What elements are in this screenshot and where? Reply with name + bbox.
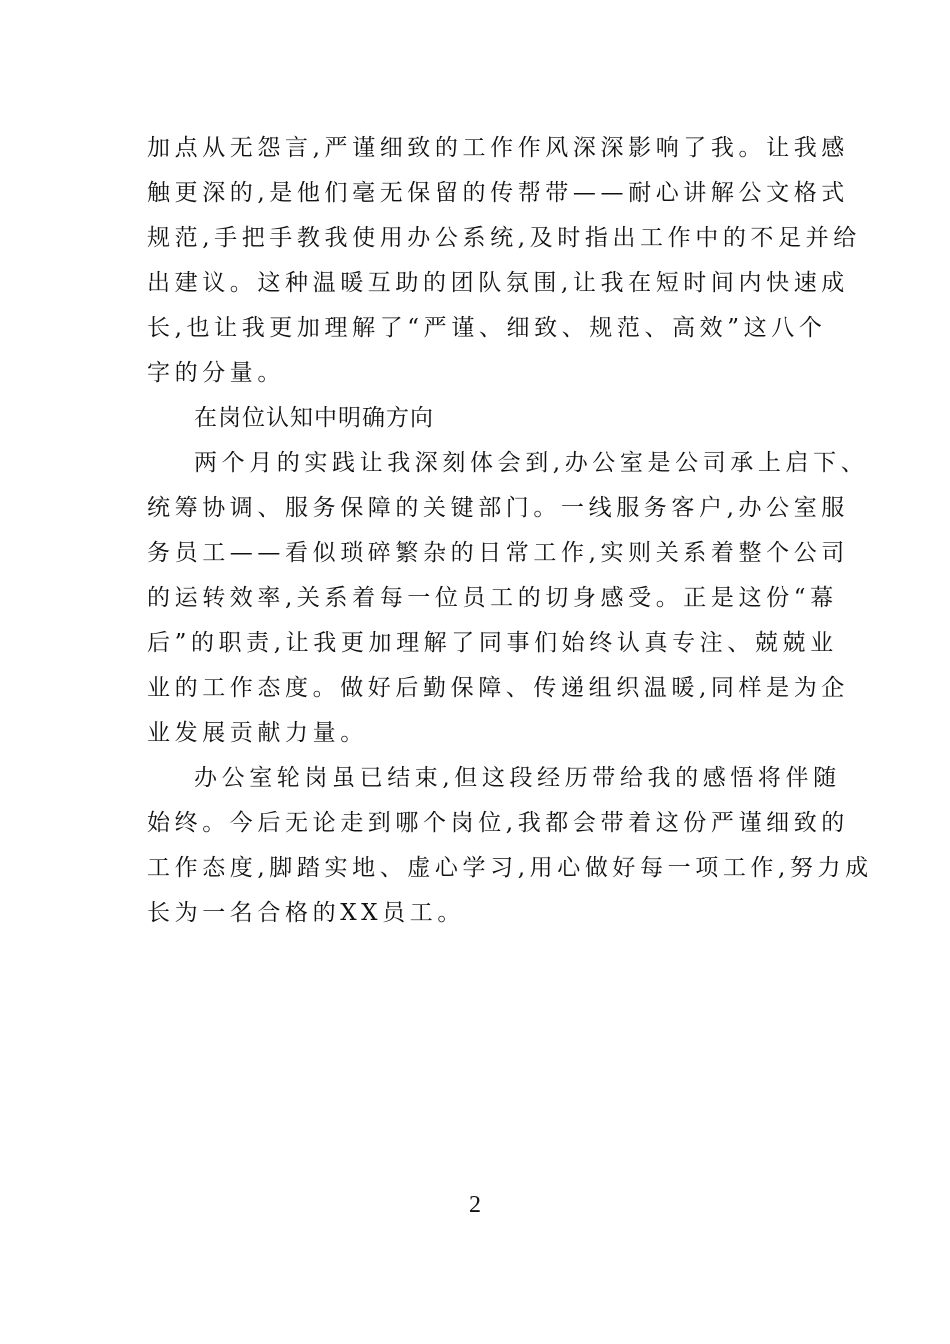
paragraph-line: 统筹协调、服务保障的关键部门。一线服务客户,办公室服 <box>147 495 849 521</box>
paragraph-line: 业发展贡献力量。 <box>147 720 368 746</box>
paragraph-line: 业的工作态度。做好后勤保障、传递组织温暖,同样是为企 <box>147 675 849 701</box>
paragraph-line: 的运转效率,关系着每一位员工的切身感受。正是这份“幕 <box>147 585 838 611</box>
page-number: 2 <box>469 1192 481 1218</box>
paragraph-line: 出建议。这种温暖互助的团队氛围,让我在短时间内快速成 <box>147 270 849 296</box>
paragraph-line: 始终。今后无论走到哪个岗位,我都会带着这份严谨细致的 <box>147 810 849 836</box>
paragraph-line: 触更深的,是他们毫无保留的传帮带——耐心讲解公文格式 <box>147 180 849 206</box>
paragraph-line: 规范,手把手教我使用办公系统,及时指出工作中的不足并给 <box>147 225 861 251</box>
paragraph-line: 工作态度,脚踏实地、虚心学习,用心做好每一项工作,努力成 <box>147 855 873 881</box>
paragraph-line: 两个月的实践让我深刻体会到,办公室是公司承上启下、 <box>194 450 869 476</box>
section-heading: 在岗位认知中明确方向 <box>194 405 434 431</box>
paragraph-line: 务员工——看似琐碎繁杂的日常工作,实则关系着整个公司 <box>147 540 849 566</box>
paragraph-line: 长为一名合格的XX员工。 <box>147 900 465 926</box>
paragraph-line: 后”的职责,让我更加理解了同事们始终认真专注、兢兢业 <box>147 630 838 656</box>
paragraph-line: 字的分量。 <box>147 360 285 386</box>
paragraph-line: 加点从无怨言,严谨细致的工作作风深深影响了我。让我感 <box>147 135 849 161</box>
paragraph-line: 办公室轮岗虽已结束,但这段经历带给我的感悟将伴随 <box>194 765 841 791</box>
paragraph-line: 长,也让我更加理解了“严谨、细致、规范、高效”这八个 <box>147 315 827 341</box>
